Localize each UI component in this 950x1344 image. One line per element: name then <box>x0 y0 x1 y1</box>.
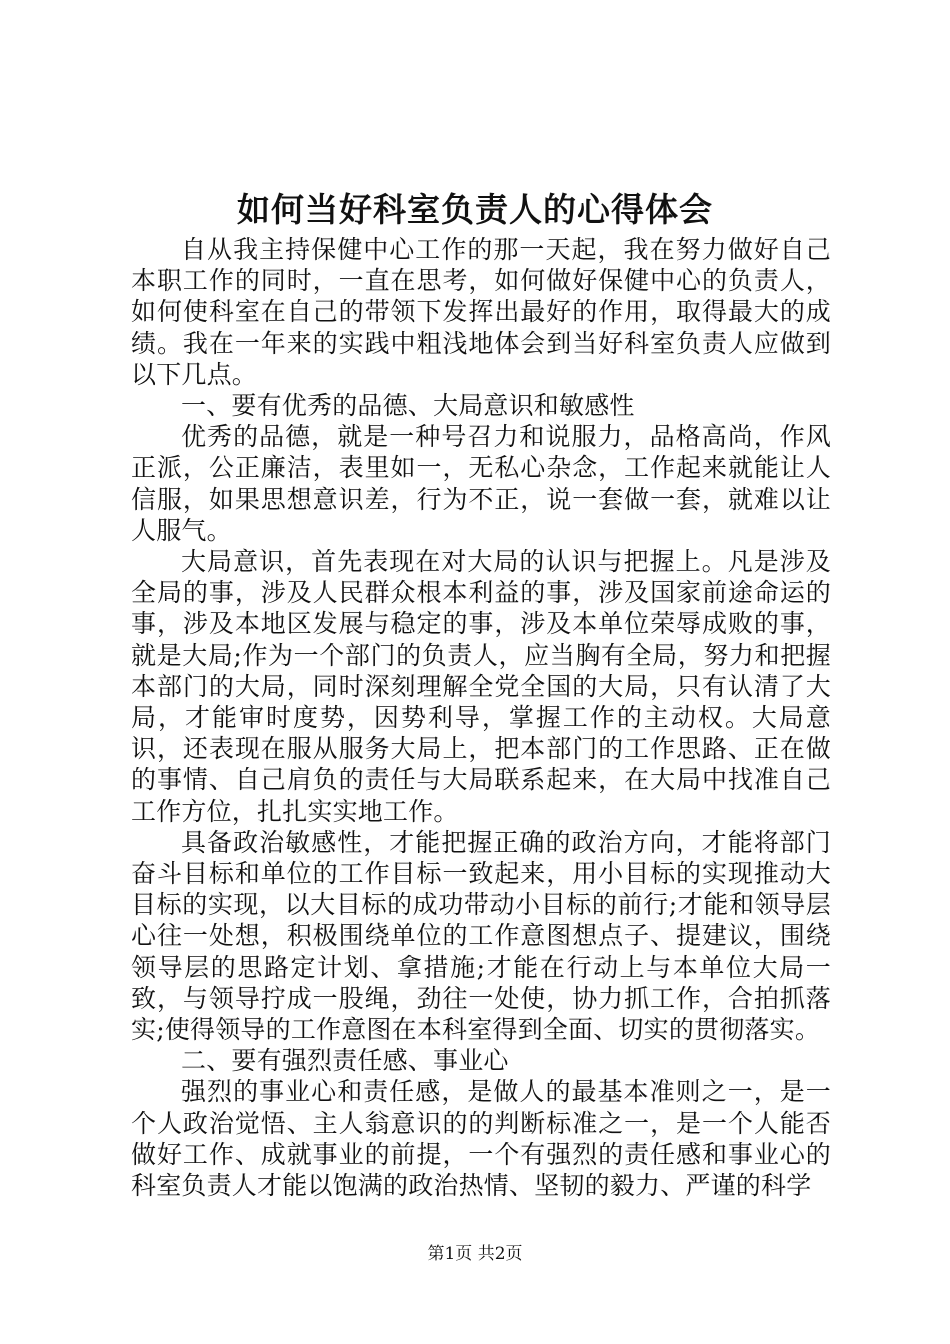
paragraph-political-sensitivity: 具备政治敏感性，才能把握正确的政治方向，才能将部门奋斗目标和单位的工作目标一致起来，用小目标的实现推动大目标的实现，以大目标的成功带动小目标的前行;才能和领导层心往一处想，积极围绕单位的工作意图想点子、提建议，围绕领导层的思路定计划、拿措施;才能在行动上与本单位大局一致，与领导拧成一股绳，劲往一处使，协力抓工作，合拍抓落实;使得领导的工作意图在本科室得到全面、切实的贯彻落实。 <box>131 827 831 1045</box>
page-number-footer: 第1页 共2页 <box>427 1244 523 1264</box>
paragraph-responsibility: 强烈的事业心和责任感，是做人的最基本准则之一，是一个人政治觉悟、主人翁意识的的判断标准之一，是一个人能否做好工作、成就事业的前提，一个有强烈的责任感和事业心的科室负责人才能以饱满的政治热情、坚韧的毅力、严谨的科学 <box>131 1077 831 1201</box>
section-heading-2: 二、要有强烈责任感、事业心 <box>181 1046 509 1076</box>
paragraph-big-picture: 大局意识，首先表现在对大局的认识与把握上。凡是涉及全局的事，涉及人民群众根本利益的事，涉及国家前途命运的事，涉及本地区发展与稳定的事，涉及本单位荣辱成败的事，就是大局;作为一个部门的负责人，应当胸有全局，努力和把握本部门的大局，同时深刻理解全党全国的大局，只有认清了大局，才能审时度势，因势利导，掌握工作的主动权。大局意识，还表现在服从服务大局上，把本部门的工作思路、正在做的事情、自己肩负的责任与大局联系起来，在大局中找准自己工作方位，扎扎实实地工作。 <box>131 547 831 826</box>
section-heading-1: 一、要有优秀的品德、大局意识和敏感性 <box>181 391 635 421</box>
document-body <box>131 234 831 1201</box>
document-title: 如何当好科室负责人的心得体会 <box>237 190 713 229</box>
paragraph-morality: 优秀的品德，就是一种号召力和说服力，品格高尚，作风正派，公正廉洁，表里如一，无私心杂念，工作起来就能让人信服，如果思想意识差，行为不正，说一套做一套，就难以让人服气。 <box>131 422 831 545</box>
paragraph-intro: 自从我主持保健中心工作的那一天起，我在努力做好自己本职工作的同时，一直在思考，如何做好保健中心的负责人，如何使科室在自己的带领下发挥出最好的作用，取得最大的成绩。我在一年来的实践中粗浅地体会到当好科室负责人应做到以下几点。 <box>131 235 831 389</box>
